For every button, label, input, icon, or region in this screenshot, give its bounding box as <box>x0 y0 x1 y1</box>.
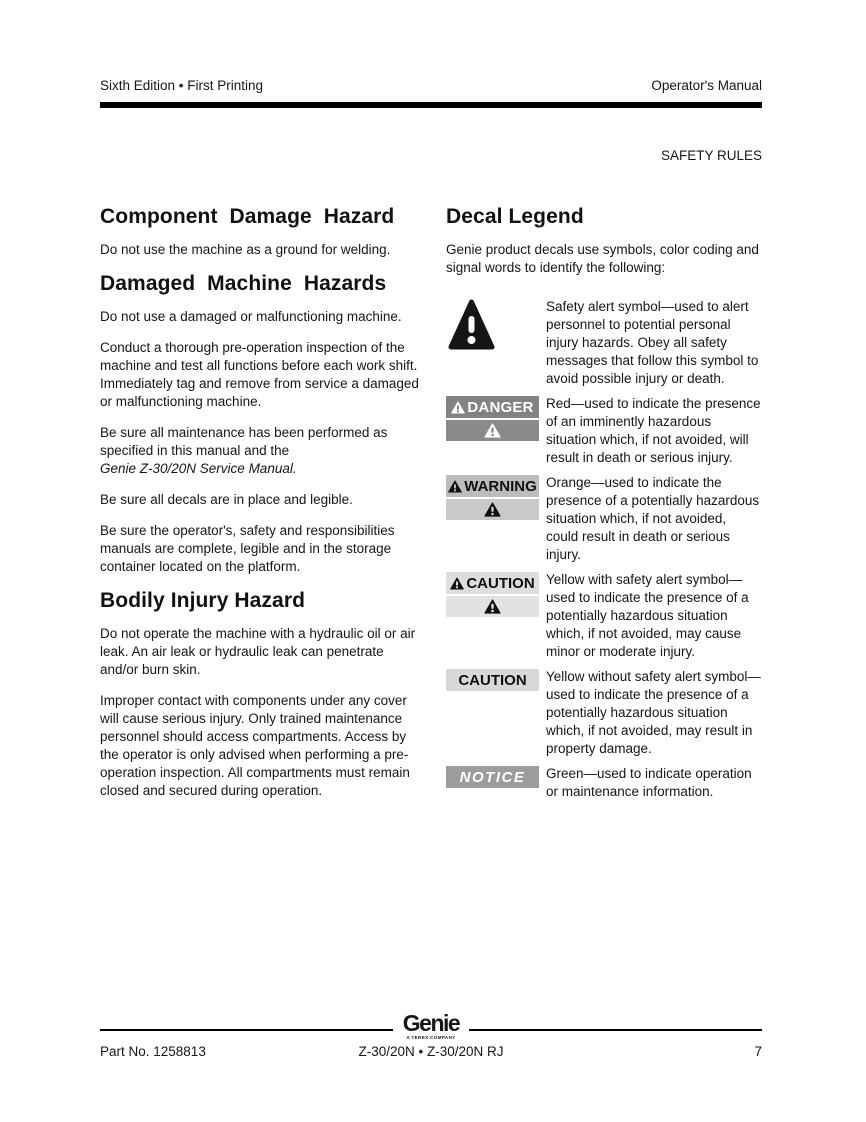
warning-alert-bar <box>446 499 539 520</box>
alert-triangle-icon <box>484 599 501 614</box>
legend-entry-notice <box>446 765 762 801</box>
notice-badge-label: NOTICE <box>459 768 526 786</box>
heading-component-damage: Component Damage Hazard <box>100 205 395 228</box>
service-manual-reference: Genie Z-30/20N Service Manual. <box>100 461 297 476</box>
caution-plain-badge-label: CAUTION <box>458 671 527 689</box>
danger-badge <box>446 396 539 418</box>
paragraph-text: Be sure all maintenance has been performed as specified in this manual and the <box>100 425 388 458</box>
warning-badge <box>446 475 539 497</box>
caution-plain-badge <box>446 669 539 691</box>
model-number: Z-30/20N • Z-30/20N RJ <box>358 1043 504 1059</box>
footer-rule-left <box>100 1029 393 1031</box>
legend-entry-safety-alert <box>446 298 762 388</box>
legend-entry-caution <box>446 571 762 661</box>
two-column-body <box>100 205 762 813</box>
warning-decal-icon <box>446 474 546 564</box>
caution-badge-label: CAUTION <box>466 574 535 592</box>
paragraph: Be sure the operator's, safety and responsibilities manuals are complete, legible and in the storage container located on the platform. <box>100 523 395 574</box>
footer-text-row <box>100 1044 762 1059</box>
legend-entry-description: Safety alert symbol—used to alert personnel to potential personal injury hazards. Obey all safety messages that follow this symbol to avoid possible injury or death. <box>546 299 759 386</box>
heading-damaged-machine: Damaged Machine Hazards <box>100 272 387 295</box>
notice-decal-icon <box>446 765 546 801</box>
page-number: 7 <box>754 1043 762 1059</box>
part-number: Part No. 1258813 <box>100 1043 206 1059</box>
danger-badge-label: DANGER <box>467 398 534 416</box>
legend-entry-description: Yellow without safety alert symbol—used to indicate the presence of a potentially hazardous situation which, if not avoided, may result in property damage. <box>546 669 761 756</box>
warning-badge-label: WARNING <box>464 477 537 495</box>
paragraph: Do not use the machine as a ground for welding. <box>100 242 391 257</box>
legend-entry-description: Orange—used to indicate the presence of a potentially hazardous situation which, if not avoided, could result in death or serious injury. <box>546 475 760 562</box>
paragraph <box>100 424 422 478</box>
alert-triangle-icon <box>448 480 462 493</box>
manual-title: Operator's Manual <box>651 78 762 93</box>
legend-entry-description: Yellow with safety alert symbol—used to indicate the presence of a potentially hazardous situation which, if not avoided, may cause minor or moderate injury. <box>546 572 749 659</box>
page-header <box>100 78 762 93</box>
genie-logo-text: Genie <box>402 1010 460 1036</box>
caution-decal-icon <box>446 571 546 661</box>
caution-badge <box>446 572 539 594</box>
danger-alert-bar <box>446 420 539 441</box>
header-rule <box>100 102 762 108</box>
notice-badge <box>446 766 539 788</box>
caution-plain-decal-icon <box>446 668 546 758</box>
paragraph: Do not use a damaged or malfunctioning machine. <box>100 309 402 324</box>
heading-bodily-injury: Bodily Injury Hazard <box>100 589 306 612</box>
legend-entry-caution-plain <box>446 668 762 758</box>
footer-rule-right <box>469 1029 762 1031</box>
genie-logo <box>393 1012 469 1041</box>
caution-alert-bar <box>446 596 539 617</box>
safety-alert-icon <box>446 298 546 388</box>
legend-entry-description: Green—used to indicate operation or maintenance information. <box>546 766 752 799</box>
safety-alert-triangle-icon <box>448 299 495 351</box>
heading-decal-legend: Decal Legend <box>446 205 584 228</box>
paragraph: Be sure all decals are in place and legible. <box>100 492 353 507</box>
paragraph: Genie product decals use symbols, color coding and signal words to identify the following: <box>446 242 759 275</box>
legend-entry-description: Red—used to indicate the presence of an imminently hazardous situation which, if not avoided, will result in death or serious injury. <box>546 396 761 465</box>
alert-triangle-icon <box>484 502 501 517</box>
footer-logo-row <box>100 1012 762 1041</box>
right-column <box>446 205 762 813</box>
paragraph: Do not operate the machine with a hydraulic oil or air leak. An air leak or hydraulic leak can penetrate and/or burn skin. <box>100 626 416 677</box>
page-content <box>100 78 762 813</box>
alert-triangle-icon <box>450 577 464 590</box>
alert-triangle-icon <box>451 401 465 414</box>
alert-triangle-icon <box>484 423 501 438</box>
section-title: SAFETY RULES <box>660 148 762 163</box>
edition-label: Sixth Edition • First Printing <box>100 78 264 93</box>
page-footer <box>100 1012 762 1059</box>
paragraph: Conduct a thorough pre-operation inspection of the machine and test all functions before each work shift. Immediately tag and remove from service a damaged or malfunctioning machine. <box>100 340 419 409</box>
decal-legend-list <box>446 298 762 801</box>
genie-logo-tagline: A TEREX COMPANY <box>406 1035 456 1040</box>
legend-entry-warning <box>446 474 762 564</box>
paragraph: Improper contact with components under any cover will cause serious injury. Only trained maintenance personnel should access compartments. Access by the operator is only advised when performing a pre-operation inspection. All compartments must remain closed and secured during operation. <box>100 693 410 798</box>
legend-entry-danger <box>446 395 762 467</box>
danger-decal-icon <box>446 395 546 467</box>
left-column <box>100 205 422 813</box>
